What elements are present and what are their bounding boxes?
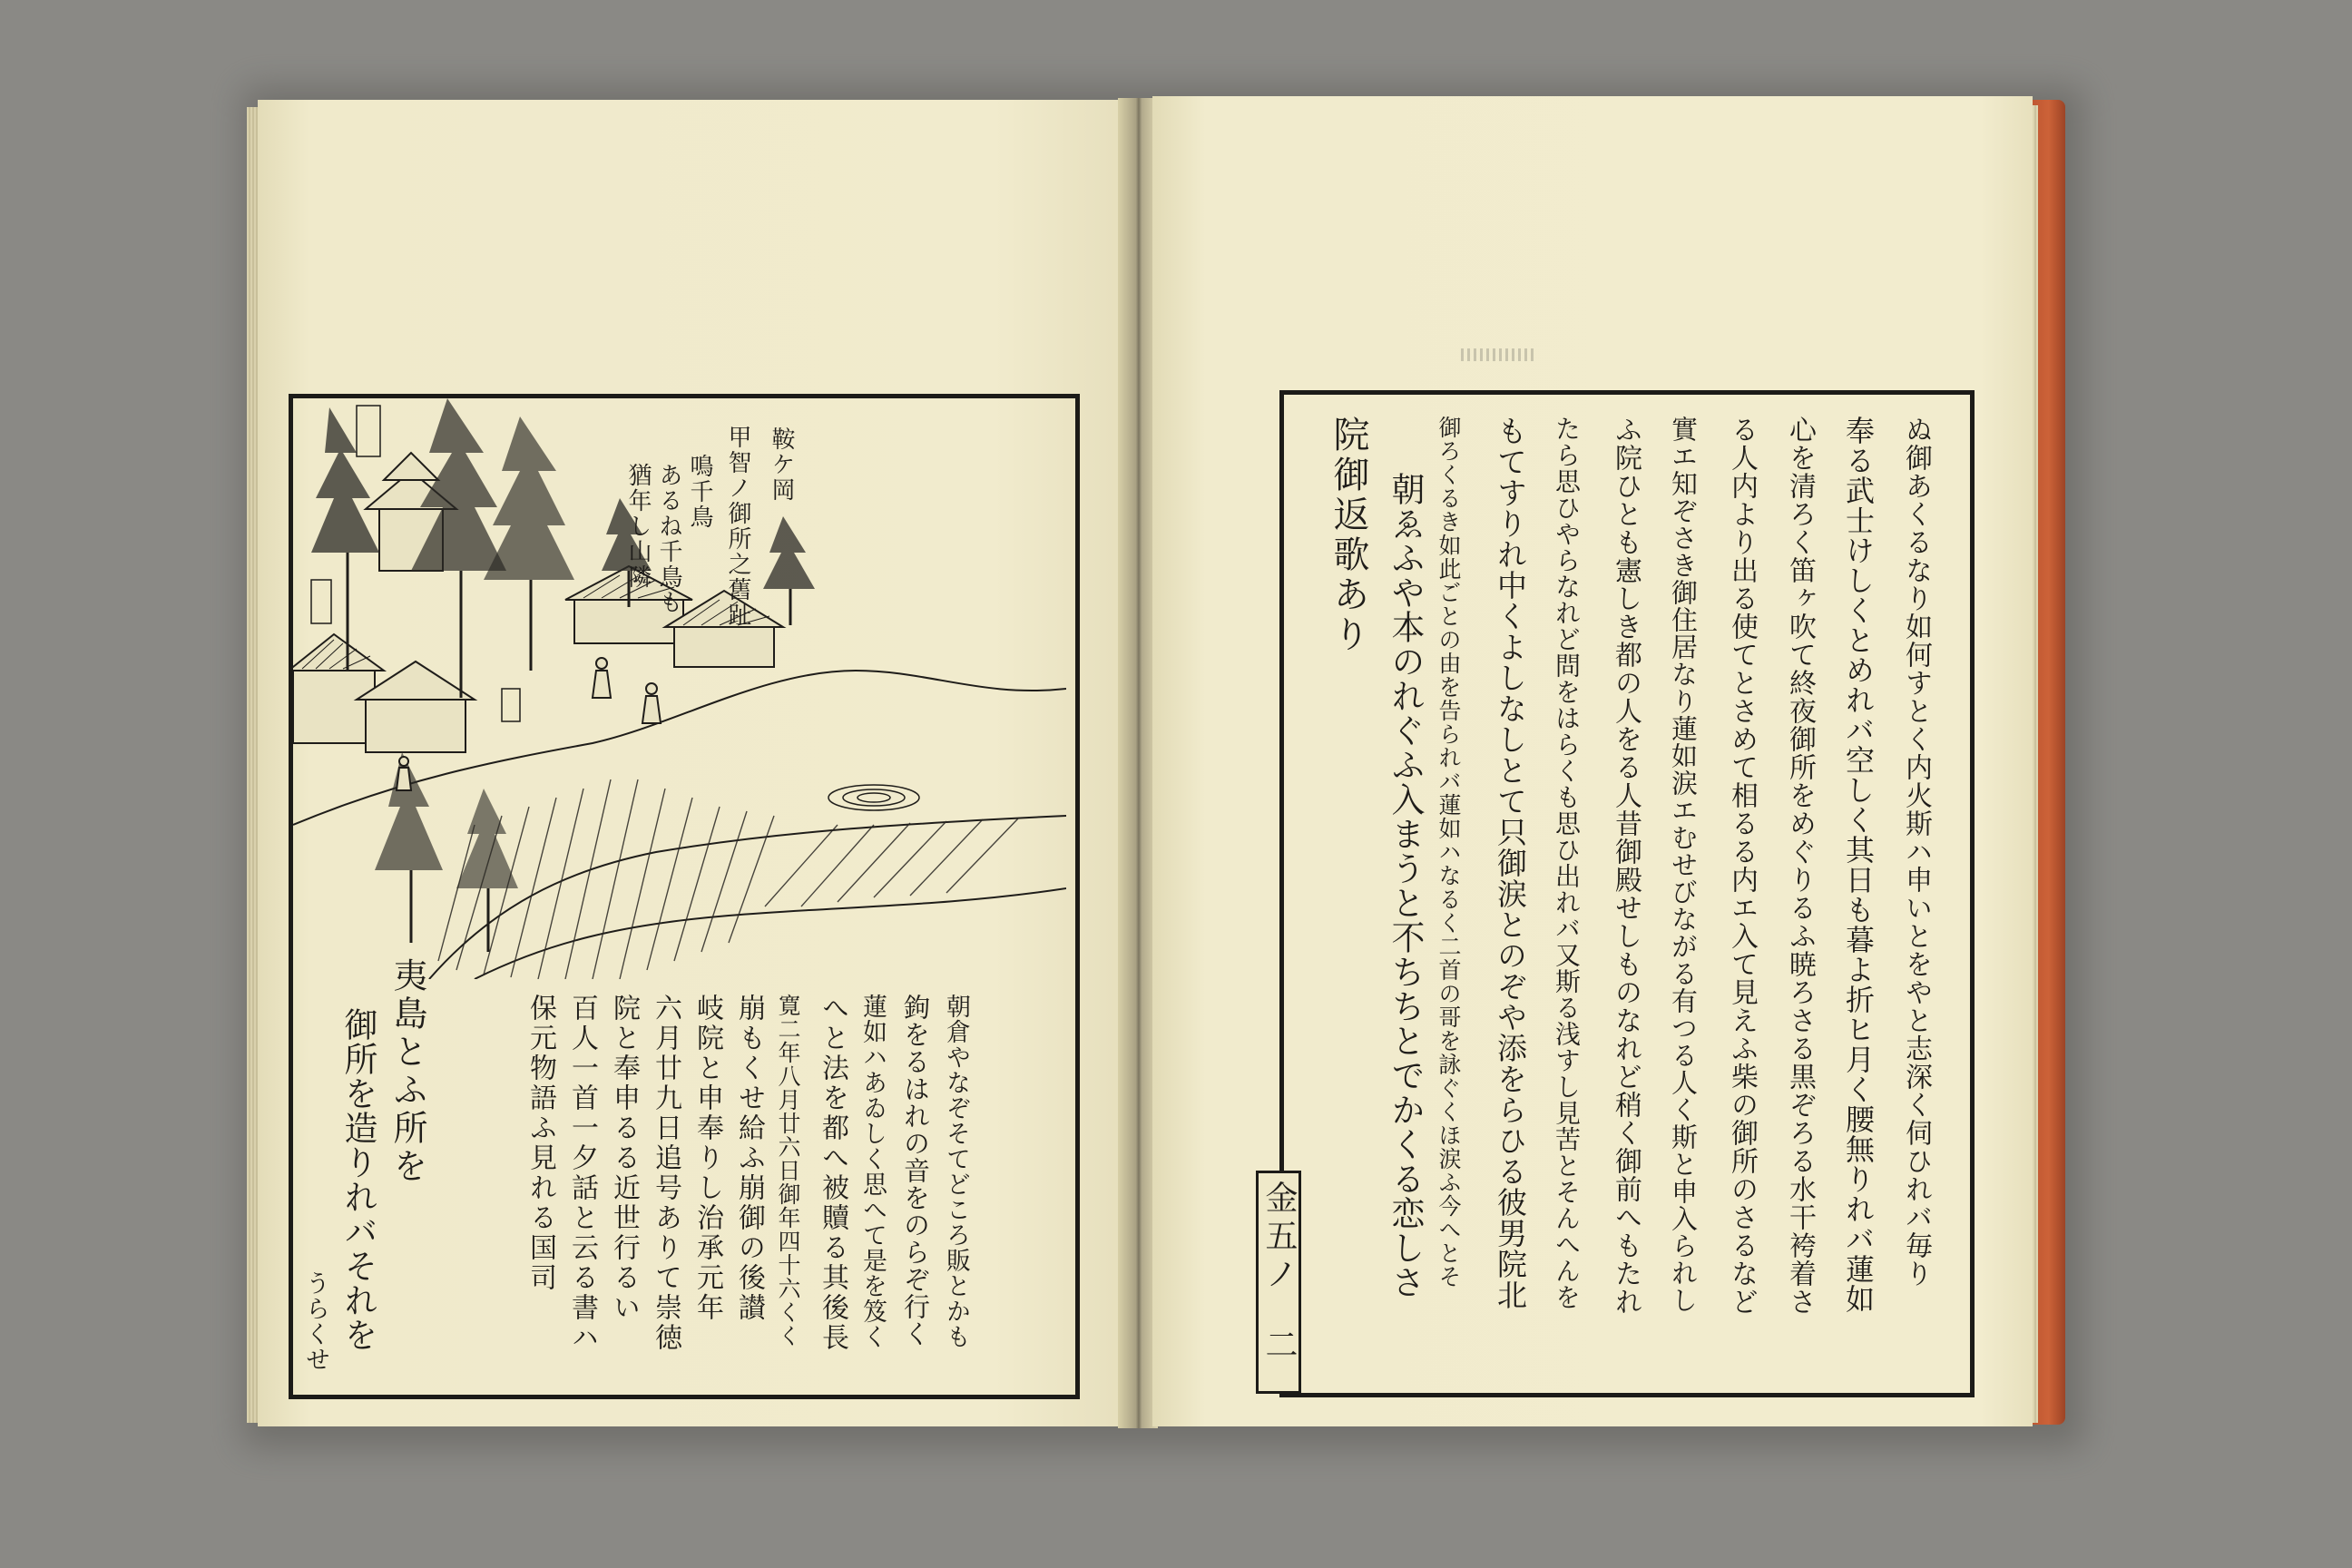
text-column: 蓮如ハあゐしく思へて是を笈く [858, 994, 887, 1349]
text-column: 百人一首一夕話と云る書ハ [566, 994, 598, 1353]
text-column: 鉤をるはれの音をのらぞ行く [900, 994, 931, 1348]
text-column: ぬ御あくるなり如何すとく内火斯ハ申いとをやと志深く伺ひれバ毎り [1900, 416, 1932, 1288]
note-column: うらくせ [301, 1270, 329, 1372]
text-column: ふ院ひとも憲しき都の人をる人昔御殿せしものなれど稍く御前へもたれ [1610, 416, 1642, 1316]
text-column: 岐院と申奉りし治承元年 [691, 994, 723, 1323]
margin-label [1256, 1171, 1301, 1394]
text-column: 朝倉やなぞそてどころ販とかも [942, 994, 970, 1349]
illustration-label: 鳴千鳥 [686, 454, 713, 530]
text-column: たら思ひやらなれど問をはらくも思ひ出れバ又斯る浅すし見苦とそんへんを [1552, 416, 1582, 1310]
page-number: 二 [1260, 1328, 1298, 1366]
illustration-label: あるね千鳥も [655, 463, 682, 615]
illustration-label: 猶年し山隣 [624, 463, 652, 590]
note-column: 夷島とふ所を [387, 957, 427, 1186]
text-column: 院と奉申るる近世行るい [608, 994, 640, 1323]
text-column: 六月廿九日追号ありて崇徳 [650, 994, 681, 1353]
text-column: もてすりれ中くよしなしとて只御涙とのぞや添をらひる彼男院北 [1493, 416, 1528, 1310]
text-column: 奉る武士けしくとめれバ空しく其日も暮よ折ヒ月く腰無りれバ蓮如 [1841, 416, 1876, 1314]
text-column: 寛二年八月廿六日御年四十六くく [775, 994, 801, 1348]
text-column: 崩もくせ給ふ崩御の後讃 [733, 994, 765, 1323]
note-column: 御所を造りれバそれを [338, 1007, 377, 1352]
text-column: へと法を都へ被贖る其後長 [817, 994, 848, 1353]
text-column: 御ろくるき如此ごとの由を告られバ蓮如ハなるく二首の哥を詠ぐくほ涙ふ今へとそ [1436, 416, 1462, 1289]
illustration-label: 鞍ケ岡 [768, 426, 795, 503]
illustration-label: 甲智ノ御所之舊趾 [724, 425, 751, 628]
text-column: る人内より出る使てとさめて相るる内エ入て見えふ柴の御所のさるなど [1726, 416, 1758, 1316]
text-column: 心を清ろく笛ヶ吹て終夜御所をめぐりるふ暁ろさる黒ぞろる水干袴着さ [1784, 416, 1816, 1316]
text-column: 保元物語ふ見れる国司 [524, 994, 556, 1293]
margin-volume-label: 金五ノ [1260, 1181, 1298, 1295]
text-column: 朝ゑふや本のれぐふ入まうと不ちちとでかくる恋しさ [1386, 472, 1425, 1299]
text-column: 院御返歌あり [1328, 416, 1369, 655]
paper-stain [1461, 348, 1534, 361]
text-column: 實エ知ぞさき御住居なり蓮如涙エむせびながる有つる人く斯と申入られし [1668, 416, 1699, 1314]
